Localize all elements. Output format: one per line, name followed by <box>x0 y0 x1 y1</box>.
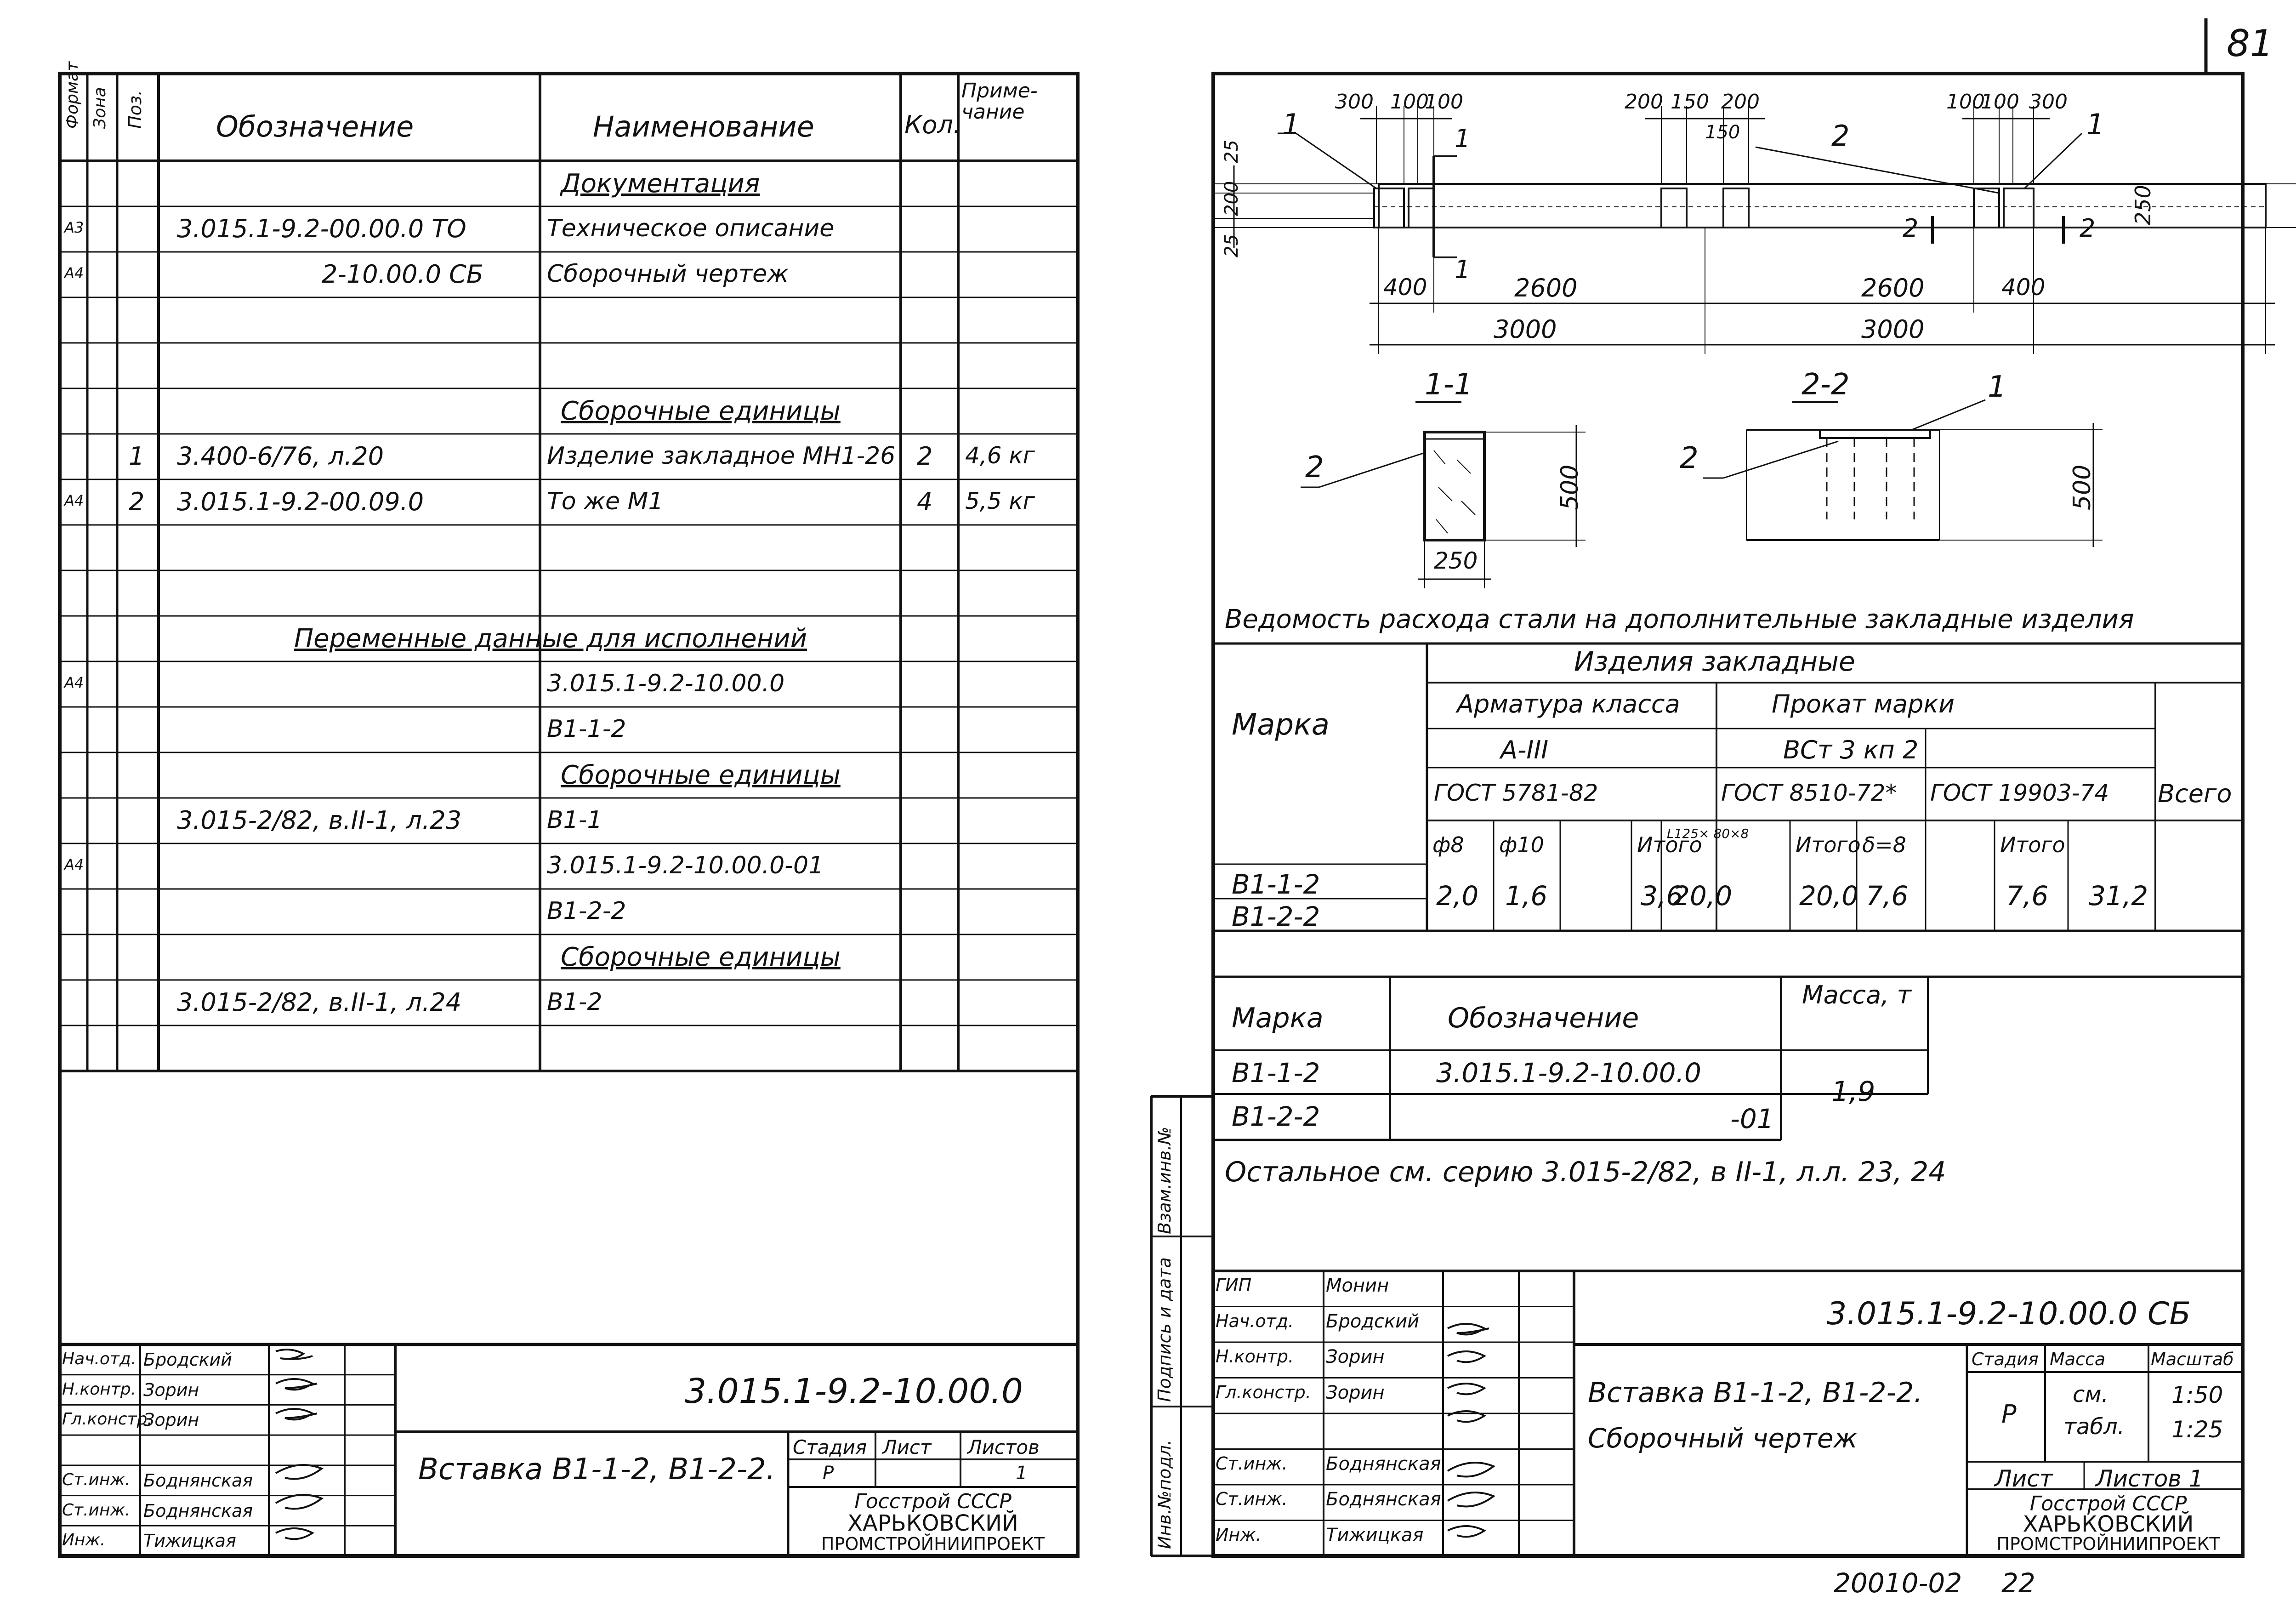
left-stamp-sheet-label: Лист <box>882 1436 932 1458</box>
spec-cell-name: Сборочные единицы <box>561 760 841 790</box>
stamp-role: Н.контр. <box>62 1379 136 1399</box>
dim-2600-left: 2600 <box>1514 273 1578 302</box>
right-stamp-sheet-label: Лист <box>1995 1465 2053 1492</box>
steel-h-prokat-cls: ВСт 3 кп 2 <box>1783 735 1919 764</box>
steel-value: 2,0 <box>1436 880 1479 911</box>
callout-1-right: 1 <box>2086 108 2105 141</box>
dim-3000-left: 3000 <box>1494 315 1557 344</box>
stamp-person: Боднянская <box>143 1500 253 1521</box>
left-stamp-org3: ПРОМСТРОЙНИИПРОЕКТ <box>821 1534 1045 1554</box>
stamp-person: Боднянская <box>143 1470 253 1491</box>
spec-cell-format: А4 <box>64 264 84 282</box>
stamp-person: Тижицкая <box>143 1531 236 1551</box>
right-stamp-scale2: 1:25 <box>2171 1416 2223 1443</box>
steel-subheader: Итого <box>1637 832 1702 857</box>
spec-cell-format: А3 <box>64 219 84 236</box>
spec-header-format: Формат <box>63 61 82 129</box>
steel-h-arm: Арматура класса <box>1457 689 1680 718</box>
spec-cell-format: А4 <box>64 674 84 691</box>
steel-subheader: Итого <box>1796 832 1861 857</box>
spec-cell-name: В1-1 <box>547 806 602 834</box>
steel-h-gost1: ГОСТ 5781-82 <box>1434 780 1598 806</box>
spec-header-name: Наименование <box>593 110 814 143</box>
right-stamp-stage-label: Стадия <box>1972 1349 2039 1369</box>
section-1-width: 250 <box>1434 547 1478 574</box>
left-stamp-stage: Р <box>823 1463 834 1484</box>
dim-2600-right: 2600 <box>1861 273 1925 302</box>
section-cut-1-bottom: 1 <box>1455 255 1471 284</box>
spec-cell-name: В1-2-2 <box>547 897 626 925</box>
left-stamp-org2: ХАРЬКОВСКИЙ <box>847 1510 1018 1536</box>
mass-h-mass: Масса, т <box>1802 980 1911 1009</box>
dim-top-b: 100 <box>1390 90 1429 114</box>
spec-cell-designation: 3.015.1-9.2-00.00.0 ТО <box>177 214 466 243</box>
spec-header-designation: Обозначение <box>216 110 414 143</box>
section-cut-2-left: 2 <box>1903 214 1919 243</box>
mass-row2-design: -01 <box>1730 1103 1774 1134</box>
right-stamp-title2: Сборочный чертеж <box>1588 1423 1858 1454</box>
callout-1-left: 1 <box>1282 108 1301 141</box>
steel-value: 3,6 <box>1641 880 1683 911</box>
stamp-role: Ст.инж. <box>1216 1489 1288 1509</box>
steel-subheader: Итого <box>2000 832 2065 857</box>
steel-h-total: Всего <box>2158 779 2232 808</box>
dim-400-left: 400 <box>1383 274 1427 301</box>
left-stamp-sheets: 1 <box>1016 1463 1028 1484</box>
spec-cell-format: А4 <box>64 492 84 509</box>
spec-cell-note: 5,5 кг <box>965 488 1035 514</box>
right-stamp-mass-val1: см. <box>2073 1382 2108 1407</box>
steel-table-grid <box>1213 644 2243 977</box>
stamp-person: Зорин <box>1326 1346 1385 1367</box>
section-2-2 <box>1703 400 2103 547</box>
stamp-role: Гл.констр. <box>62 1410 153 1429</box>
spec-cell-name: 3.015.1-9.2-10.00.0 <box>547 670 785 697</box>
dim-top-d: 200 <box>1625 90 1663 114</box>
archive-number: 20010-02 <box>1834 1567 1962 1599</box>
page-number: 81 <box>2227 22 2273 65</box>
stamp-role: Ст.инж. <box>62 1470 131 1489</box>
spec-cell-format: А4 <box>64 856 84 873</box>
dim-top-a: 300 <box>1335 90 1374 114</box>
remark: Остальное см. серию 3.015-2/82, в II-1, л.л. 23, 24 <box>1225 1156 1946 1188</box>
spec-header-qty: Кол. <box>904 110 961 139</box>
dim-top-e: 150 <box>1671 90 1709 114</box>
dim-top-f: 200 <box>1721 90 1760 114</box>
stamp-person: Зорин <box>1326 1382 1385 1403</box>
steel-subheader: δ=8 <box>1862 832 1906 857</box>
dim-left-a: 25 <box>1221 140 1242 163</box>
dim-left-c: 25 <box>1221 234 1242 257</box>
stamp-person: Бродский <box>143 1350 232 1370</box>
right-stamp-org3: ПРОМСТРОЙНИИПРОЕКТ <box>1996 1534 2220 1554</box>
right-stamp-title1: Вставка В1-1-2, В1-2-2. <box>1588 1377 1923 1409</box>
callout-2-plan: 2 <box>1831 119 1850 153</box>
spec-cell-name: Сборочный чертеж <box>547 260 789 288</box>
dim-top-i: 300 <box>2029 90 2068 114</box>
steel-h-marka: Марка <box>1232 708 1330 742</box>
left-stamp-title: Вставка В1-1-2, В1-2-2. <box>418 1453 776 1487</box>
spec-header-zone: Зона <box>91 87 109 129</box>
stamp-role: Нач.отд. <box>62 1350 136 1368</box>
mass-value: 1,9 <box>1831 1076 1875 1108</box>
steel-value: 20,0 <box>1673 880 1733 911</box>
steel-value: 20,0 <box>1799 880 1859 911</box>
spec-cell-name: То же М1 <box>547 488 664 515</box>
steel-value: 7,6 <box>1866 880 1909 911</box>
steel-h-gost2: ГОСТ 8510-72* <box>1721 780 1897 806</box>
spec-header-pos: Поз. <box>125 90 145 129</box>
stamp-person: Бродский <box>1326 1310 1420 1332</box>
spec-cell-name: В1-2 <box>547 988 602 1016</box>
left-stamp-stage-label: Стадия <box>793 1436 867 1458</box>
right-stamp-stage: Р <box>2001 1400 2017 1429</box>
spec-cell-pos: 2 <box>129 487 145 516</box>
spec-cell-pos: 1 <box>129 442 145 471</box>
stamp-role: Гл.констр. <box>1216 1382 1311 1402</box>
dim-3000-right: 3000 <box>1861 315 1925 344</box>
dim-top-c: 100 <box>1425 90 1463 114</box>
steel-value: 1,6 <box>1505 880 1548 911</box>
spec-header-note: Приме-чание <box>961 79 1038 124</box>
plan-view <box>1213 106 2296 354</box>
dim-top-j: 150 <box>1705 122 1740 143</box>
dim-top-h: 100 <box>1981 90 2019 114</box>
stamp-role: ГИП <box>1216 1275 1252 1295</box>
right-stamp-sheets-label: Листов 1 <box>2096 1465 2204 1492</box>
mass-h-marka: Марка <box>1232 1002 1324 1034</box>
stamp-person: Зорин <box>143 1379 199 1400</box>
spec-cell-name: Сборочные единицы <box>561 942 841 972</box>
stamp-person: Монин <box>1326 1275 1389 1296</box>
right-stamp-mass-label: Масса <box>2050 1349 2106 1369</box>
left-stamp-designation: 3.015.1-9.2-10.00.0 <box>685 1372 1023 1411</box>
spec-cell-name: Документация <box>561 169 760 199</box>
spec-cell-name: 3.015.1-9.2-10.00.0-01 <box>547 852 824 879</box>
steel-value: 31,2 <box>2089 880 2148 911</box>
left-stamp-sheets-label: Листов <box>967 1436 1040 1458</box>
stamp-person: Боднянская <box>1326 1489 1441 1510</box>
dim-250: 250 <box>2131 185 2155 225</box>
stamp-person: Тижицкая <box>1326 1524 1424 1546</box>
spec-cell-designation: 3.015-2/82, в.II-1, л.23 <box>177 806 462 835</box>
mass-row1-design: 3.015.1-9.2-10.00.0 <box>1436 1057 1701 1088</box>
dim-400-right: 400 <box>2001 274 2046 301</box>
stamp-role: Ст.инж. <box>62 1500 131 1520</box>
section-1-height: 500 <box>1556 464 1584 510</box>
steel-subheader: L125× 80×8 <box>1667 826 1749 841</box>
steel-h-arm-cls: А-III <box>1500 735 1549 764</box>
stamp-role: Ст.инж. <box>1216 1453 1288 1474</box>
spec-cell-qty: 4 <box>917 487 933 516</box>
steel-h-gost3: ГОСТ 19903-74 <box>1930 780 2109 806</box>
steel-subheader: ф8 <box>1432 832 1464 857</box>
spec-cell-name: Техническое описание <box>547 215 835 242</box>
left-stamp-org1: Госстрой СССР <box>854 1490 1012 1513</box>
section-1-1-hatch <box>1434 450 1475 533</box>
dim-left-b: 200 <box>1221 181 1242 216</box>
right-sheet-frame <box>1140 0 2296 1612</box>
stamp-role: Нач.отд. <box>1216 1310 1294 1331</box>
stamp-person: Зорин <box>143 1410 199 1430</box>
right-stamp-org1: Госстрой СССР <box>2029 1492 2187 1515</box>
spec-cell-designation: 3.015.1-9.2-00.09.0 <box>177 487 424 516</box>
section-2-2-label: 2-2 <box>1802 368 1850 402</box>
spec-cell-name: Изделие закладное МН1-26 <box>547 442 896 470</box>
spec-cell-name: Переменные данные для исполнений <box>294 624 807 654</box>
steel-h-group: Изделия закладные <box>1574 646 1855 677</box>
side-label-signature: Подпись и дата <box>1154 1257 1175 1402</box>
right-stamp-scale1: 1:50 <box>2171 1382 2223 1408</box>
section-2-callout-2: 2 <box>1680 441 1699 475</box>
section-1-callout-2: 2 <box>1305 450 1324 484</box>
archive-page: 22 <box>2001 1567 2035 1599</box>
stamp-role: Инж. <box>62 1531 106 1550</box>
section-2-callout-1: 1 <box>1988 370 2006 404</box>
steel-title: Ведомость расхода стали на дополнительные закладные изделия <box>1225 604 2134 634</box>
stamp-person: Боднянская <box>1326 1453 1441 1475</box>
right-stamp-mass-val2: табл. <box>2063 1414 2125 1440</box>
steel-value: 7,6 <box>2006 880 2049 911</box>
spec-cell-name: Сборочные единицы <box>561 396 841 426</box>
section-2-height: 500 <box>2069 464 2096 510</box>
steel-subheader: ф10 <box>1499 832 1544 857</box>
steel-mark-1: В1-1-2 <box>1232 869 1320 900</box>
stamp-role: Инж. <box>1216 1524 1262 1545</box>
side-label-replace: Взам.инв.№ <box>1154 1127 1175 1234</box>
spec-cell-designation: 3.015-2/82, в.II-1, л.24 <box>177 988 462 1017</box>
dim-top-g: 100 <box>1946 90 1985 114</box>
right-stamp-designation: 3.015.1-9.2-10.00.0 СБ <box>1827 1296 2191 1332</box>
spec-cell-designation: 2-10.00.0 СБ <box>322 260 483 289</box>
spec-cell-designation: 3.400-6/76, л.20 <box>177 442 384 471</box>
spec-cell-qty: 2 <box>917 442 933 471</box>
mass-h-design: Обозначение <box>1448 1002 1639 1034</box>
spec-cell-note: 4,6 кг <box>965 442 1035 469</box>
right-stamp-org2: ХАРЬКОВСКИЙ <box>2023 1511 2194 1537</box>
section-1-1-label: 1-1 <box>1425 368 1473 402</box>
side-label-inventory: Инв.№подл. <box>1154 1439 1175 1549</box>
spec-cell-name: В1-1-2 <box>547 715 626 743</box>
stamp-role: Н.контр. <box>1216 1346 1294 1367</box>
steel-mark-2: В1-2-2 <box>1232 901 1320 932</box>
right-stamp-scale-label: Масштаб <box>2151 1349 2234 1369</box>
section-cut-2-right: 2 <box>2080 214 2096 243</box>
mass-row1-marka: В1-1-2 <box>1232 1057 1320 1088</box>
mass-row2-marka: В1-2-2 <box>1232 1101 1320 1132</box>
section-cut-1-top: 1 <box>1455 124 1471 153</box>
steel-h-prokat: Прокат марки <box>1772 689 1955 718</box>
